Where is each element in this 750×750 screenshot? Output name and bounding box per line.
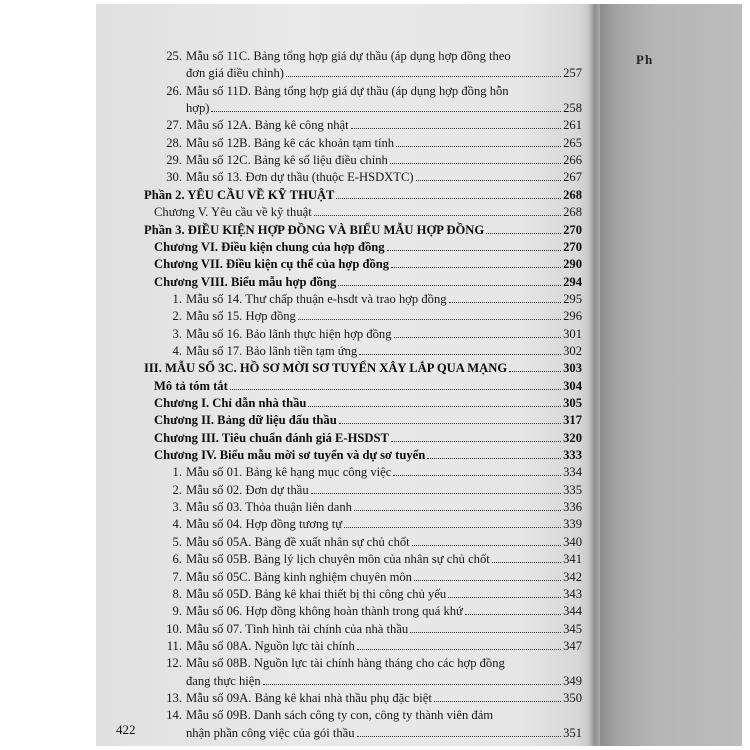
dot-leader — [351, 128, 561, 129]
toc-entry-page: 270 — [563, 222, 582, 237]
toc-entry-title: Mẫu số 01. Bảng kê hạng mục công việc — [186, 465, 392, 480]
toc-entry-number: 9. — [172, 604, 182, 619]
toc-entry-number: 5. — [172, 534, 182, 549]
toc-entry-number: 26. — [166, 83, 182, 98]
toc-entry-title-cont: đang thực hiện — [186, 673, 261, 688]
toc-entry-continuation — [186, 725, 582, 741]
toc-entry — [154, 204, 582, 220]
toc-entry-title: Mô tả tóm tắt — [154, 378, 228, 393]
toc-entry-number: 29. — [166, 153, 182, 168]
dot-leader — [336, 198, 561, 199]
toc-entry — [160, 291, 582, 307]
toc-entry-number: 30. — [166, 170, 182, 185]
toc-entry-title: Chương I. Chỉ dẫn nhà thầu — [154, 396, 307, 410]
dot-leader — [391, 267, 561, 268]
table-of-contents — [96, 4, 592, 746]
toc-entry — [160, 48, 582, 64]
toc-entry-continuation — [186, 673, 582, 689]
toc-entry-number: 2. — [172, 309, 182, 324]
toc-entry — [160, 534, 582, 550]
toc-entry — [160, 482, 582, 498]
toc-entry — [160, 464, 582, 480]
toc-entry — [144, 360, 582, 376]
toc-entry — [154, 412, 582, 428]
dot-leader — [393, 475, 561, 476]
dot-leader — [427, 458, 561, 459]
toc-entry-continuation — [186, 65, 582, 81]
toc-entry-number: 1. — [172, 465, 182, 480]
toc-entry-title-cont: nhận phần công việc của gói thầu — [186, 725, 355, 740]
dot-leader — [314, 215, 561, 216]
toc-entry-title: Phần 2. YÊU CẦU VỀ KỸ THUẬT — [144, 187, 335, 202]
toc-entry-page: 342 — [563, 569, 582, 584]
toc-entry-title: Mẫu số 02. Đơn dự thầu — [186, 482, 309, 497]
toc-entry-page: 261 — [563, 118, 582, 133]
dot-leader — [286, 76, 561, 77]
toc-entry-page: 343 — [563, 586, 582, 601]
toc-entry-page: 335 — [563, 482, 582, 497]
toc-entry-page: 268 — [563, 187, 582, 202]
toc-entry-number: 12. — [166, 656, 182, 671]
toc-entry-page: 341 — [563, 552, 582, 567]
toc-entry-number: 11. — [166, 638, 182, 653]
toc-entry-page: 301 — [563, 326, 582, 341]
toc-entry-number: 3. — [172, 326, 182, 341]
toc-entry — [144, 187, 582, 203]
dot-leader — [387, 250, 562, 251]
toc-entry-page: 257 — [563, 66, 582, 81]
toc-entry — [160, 326, 582, 342]
toc-entry-title-cont: đơn giá điều chỉnh) — [186, 66, 284, 81]
toc-entry — [160, 117, 582, 133]
toc-entry-title: Mẫu số 08A. Nguồn lực tài chính — [186, 638, 355, 653]
toc-entry-title: Mẫu số 13. Đơn dự thầu (thuộc E-HSDXTC) — [186, 170, 414, 185]
toc-entry — [160, 569, 582, 585]
toc-entry — [160, 655, 582, 671]
toc-entry-title: Chương V. Yêu cầu về kỹ thuật — [154, 205, 312, 220]
toc-entry — [154, 274, 582, 290]
dot-leader — [391, 441, 561, 442]
dot-leader — [492, 562, 561, 563]
toc-entry — [160, 707, 582, 723]
dot-leader — [338, 285, 561, 286]
book-scan — [96, 4, 742, 746]
toc-entry-number: 1. — [172, 291, 182, 306]
dot-leader — [354, 510, 561, 511]
dot-leader — [449, 302, 562, 303]
toc-entry-title: Mẫu số 11C. Bảng tổng hợp giá dự thầu (áp dụng hợp đồng theo — [186, 49, 511, 63]
toc-entry-page: 317 — [563, 413, 582, 428]
toc-entry — [160, 169, 582, 185]
dot-leader — [410, 632, 561, 633]
toc-entry-number: 4. — [172, 517, 182, 532]
toc-entry — [144, 222, 582, 238]
dot-leader — [448, 597, 561, 598]
toc-entry-page: 266 — [563, 153, 582, 168]
dot-leader — [390, 163, 561, 164]
toc-entry — [160, 83, 582, 99]
toc-entry — [154, 256, 582, 272]
dot-leader — [394, 337, 562, 338]
toc-entry — [154, 239, 582, 255]
toc-entry-page: 334 — [563, 465, 582, 480]
dot-leader — [416, 180, 562, 181]
toc-entry-title: Chương III. Tiêu chuẩn đánh giá E-HSDST — [154, 430, 389, 445]
toc-entry-title: Chương VI. Điều kiện chung của hợp đồng — [154, 239, 385, 254]
toc-entry-title: Mẫu số 07. Tình hình tài chính của nhà thầu — [186, 621, 409, 636]
dot-leader — [434, 701, 561, 702]
toc-entry-title: Mẫu số 05A. Bảng đề xuất nhân sự chủ chốt — [186, 534, 410, 549]
toc-entry-page: 339 — [563, 517, 582, 532]
dot-leader — [359, 354, 561, 355]
toc-entry-title: Mẫu số 12B. Bảng kê các khoản tạm tính — [186, 135, 395, 150]
toc-entry-page: 305 — [563, 396, 582, 410]
toc-entry-title: Mẫu số 16. Bảo lãnh thực hiện hợp đồng — [186, 326, 392, 341]
toc-entry-page: 258 — [563, 101, 582, 116]
right-page-header: Ph — [636, 52, 654, 67]
toc-entry-title: Chương IV. Biểu mẫu mời sơ tuyển và dự sơ tuyển — [154, 448, 426, 463]
toc-entry-title: III. MẪU SỐ 3C. HỒ SƠ MỜI SƠ TUYỂN XÂY LẮP QUA MẠNG — [144, 361, 508, 376]
toc-entry-title: Mẫu số 12A. Bảng kê công nhật — [186, 118, 349, 133]
toc-entry-continuation — [186, 100, 582, 116]
dot-leader — [357, 649, 561, 650]
dot-leader — [486, 233, 561, 234]
toc-entry-title: Mẫu số 03. Thỏa thuận liên danh — [186, 500, 352, 515]
toc-entry-page: 345 — [563, 621, 582, 636]
toc-entry-page: 333 — [563, 448, 582, 463]
toc-entry-page: 349 — [563, 673, 582, 688]
toc-entry-page: 347 — [563, 638, 582, 653]
dot-leader — [298, 319, 561, 320]
toc-entry — [154, 447, 582, 463]
toc-entry — [160, 152, 582, 168]
toc-entry — [160, 621, 582, 637]
toc-entry-page: 295 — [563, 291, 582, 306]
dot-leader — [396, 146, 561, 147]
toc-entry-number: 3. — [172, 500, 182, 515]
toc-entry-page: 296 — [563, 309, 582, 324]
toc-entry-page: 320 — [563, 430, 582, 445]
toc-entry-title-cont: hợp) — [186, 101, 210, 116]
toc-entry-title: Mẫu số 05B. Bảng lý lịch chuyên môn của nhân sự chủ chốt — [186, 552, 490, 567]
right-page — [600, 4, 742, 746]
toc-entry-number: 10. — [166, 621, 182, 636]
toc-entry — [160, 586, 582, 602]
toc-entry-page: 294 — [563, 274, 582, 289]
toc-entry-number: 27. — [166, 118, 182, 133]
toc-entry-number: 25. — [166, 49, 182, 63]
toc-entry — [160, 690, 582, 706]
toc-entry-page: 290 — [563, 257, 582, 272]
page-number: 422 — [116, 722, 136, 737]
dot-leader — [263, 684, 561, 685]
toc-entry-page: 267 — [563, 170, 582, 185]
toc-entry — [160, 343, 582, 359]
dot-leader — [509, 371, 561, 372]
toc-entry — [160, 308, 582, 324]
dot-leader — [311, 493, 561, 494]
toc-entry — [160, 603, 582, 619]
toc-entry-number: 6. — [172, 552, 182, 567]
toc-entry-title: Mẫu số 15. Hợp đồng — [186, 309, 296, 324]
toc-entry-number: 28. — [166, 135, 182, 150]
toc-entry-title: Mẫu số 05C. Bảng kinh nghiệm chuyên môn — [186, 569, 412, 584]
toc-entry-title: Chương VII. Điều kiện cụ thể của hợp đồng — [154, 257, 390, 272]
toc-entry-number: 14. — [166, 708, 182, 723]
toc-entry — [160, 499, 582, 515]
toc-entry-title: Mẫu số 06. Hợp đồng không hoàn thành trong quá khứ — [186, 604, 463, 619]
toc-entry-title: Mẫu số 12C. Bảng kê số liệu điều chỉnh — [186, 153, 388, 168]
toc-entry — [154, 378, 582, 394]
toc-entry-page: 336 — [563, 500, 582, 515]
toc-entry — [154, 430, 582, 446]
toc-entry-title: Mẫu số 17. Bảo lãnh tiền tạm ứng — [186, 343, 358, 358]
toc-entry-number: 2. — [172, 482, 182, 497]
toc-entry-page: 350 — [563, 690, 582, 705]
dot-leader — [308, 406, 561, 407]
toc-entry-page: 303 — [563, 361, 582, 376]
toc-entry-number: 13. — [166, 690, 182, 705]
toc-entry-title: Mẫu số 14. Thư chấp thuận e-hsdt và trao hợp đồng — [186, 291, 447, 306]
toc-entry-title: Mẫu số 04. Hợp đồng tương tự — [186, 517, 343, 532]
toc-entry — [160, 551, 582, 567]
dot-leader — [339, 423, 561, 424]
toc-entry — [160, 516, 582, 532]
toc-entry — [160, 638, 582, 654]
toc-entry-title: Mẫu số 09A. Bảng kê khai nhà thầu phụ đặc biệt — [186, 690, 432, 705]
toc-entry-page: 270 — [563, 239, 582, 254]
toc-entry — [154, 395, 582, 411]
toc-entry-page: 268 — [563, 205, 582, 220]
toc-entry-title: Chương VIII. Biểu mẫu hợp đồng — [154, 274, 337, 289]
toc-entry-title: Phần 3. ĐIỀU KIỆN HỢP ĐỒNG VÀ BIỂU MẪU HỢP ĐỒNG — [144, 222, 485, 237]
toc-entry-title: Mẫu số 08B. Nguồn lực tài chính hàng tháng cho các hợp đồng — [186, 656, 505, 671]
toc-entry-page: 304 — [563, 378, 582, 393]
dot-leader — [414, 580, 561, 581]
toc-entry-page: 302 — [563, 343, 582, 358]
dot-leader — [344, 527, 561, 528]
toc-entry-title: Chương II. Bảng dữ liệu đấu thầu — [154, 413, 337, 428]
dot-leader — [412, 545, 561, 546]
dot-leader — [465, 614, 561, 615]
toc-entry-number: 8. — [172, 586, 182, 601]
toc-entry-number: 4. — [172, 343, 182, 358]
toc-entry-title: Mẫu số 09B. Danh sách công ty con, công ty thành viên đảm — [186, 708, 494, 723]
dot-leader — [211, 111, 561, 112]
toc-entry-title: Mẫu số 05D. Bảng kê khai thiết bị thi công chủ yếu — [186, 586, 447, 601]
toc-entry-number: 7. — [172, 569, 182, 584]
dot-leader — [357, 736, 562, 737]
toc-entry-title: Mẫu số 11D. Bảng tổng hợp giá dự thầu (áp dụng hợp đồng hỗn — [186, 83, 509, 98]
toc-entry-page: 265 — [563, 135, 582, 150]
toc-entry-page: 351 — [563, 725, 582, 740]
toc-entry-page: 340 — [563, 534, 582, 549]
toc-entry — [160, 135, 582, 151]
dot-leader — [230, 389, 561, 390]
toc-entry-page: 344 — [563, 604, 582, 619]
